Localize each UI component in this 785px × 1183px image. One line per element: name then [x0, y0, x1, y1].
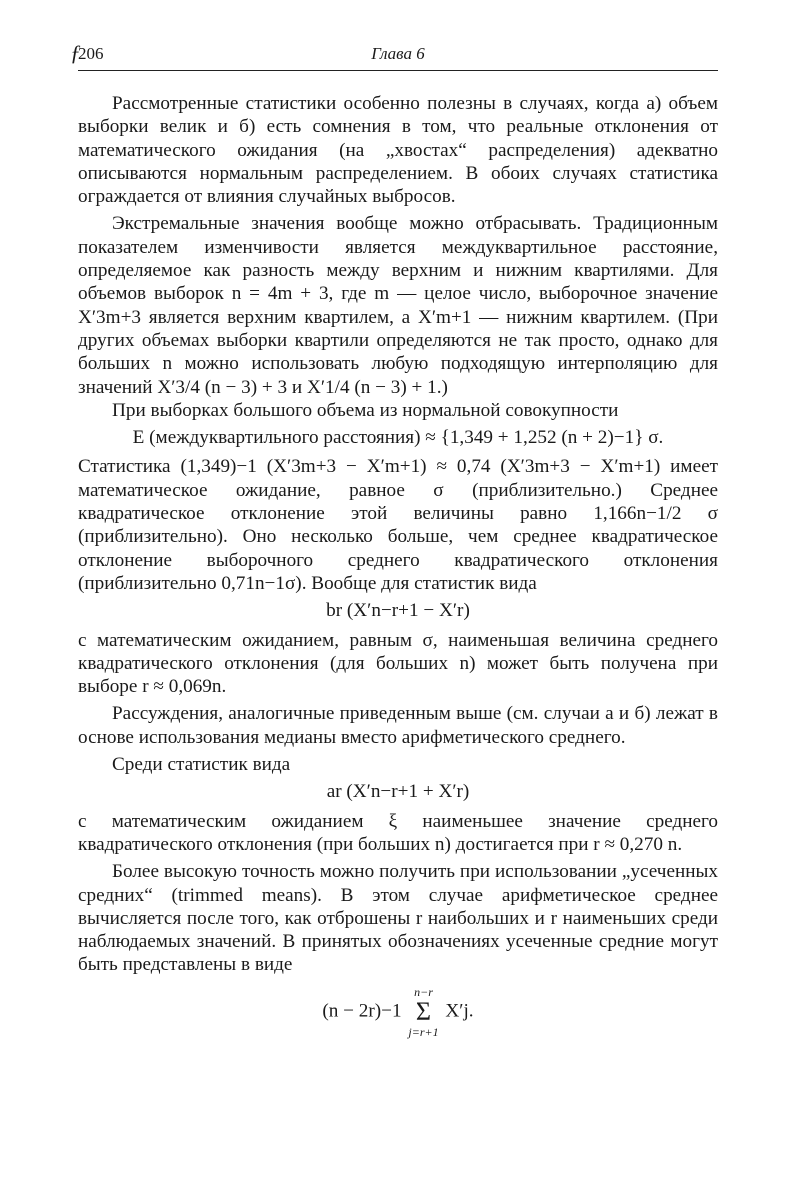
paragraph-min-deviation: с математическим ожиданием, равным σ, наименьшая величина среднего квадратического отклонения (для больших n) может быть получена при выборе r ≈ 0,069n. — [78, 629, 718, 698]
sigma-symbol: Σ — [415, 996, 432, 1026]
running-header — [70, 40, 718, 68]
paragraph-large-samples: При выборках большого объема из нормальной совокупности — [112, 399, 619, 421]
chapter-title: Глава 6 — [371, 44, 425, 63]
page-body — [78, 92, 718, 1045]
page-number: 206 — [78, 44, 104, 63]
paragraph-interquartile: Экстремальные значения вообще можно отбрасывать. Традиционным показателем изменчивости является междуквартильное расстояние, определяемое как разность между верхним и нижним квартилями. Для объемов выборок n = 4m + 3, где m — целое число, выборочное значение X′3m+3 является верхним квартилем, а X′m+1 — нижним квартилем. (При других объемах выборки квартили определяются не так просто, однако для больших n можно использовать любую подходящую интерполяцию для значений X′3/4 (n − 3) + 3 и X′1/4 (n − 3) + 1.) — [78, 213, 718, 398]
formula-b-statistic: br (X′n−r+1 − X′r) — [326, 600, 470, 622]
formula-term: X′j. — [445, 1000, 474, 1022]
ink-mark-icon: ƒ — [70, 40, 81, 65]
formula-a-statistic: ar (X′n−r+1 + X′r) — [326, 781, 470, 803]
summation — [408, 985, 438, 1039]
paragraph-statistic: Статистика (1,349)−1 (X′3m+3 − X′m+1) ≈ 0,74 (X′3m+3 − X′m+1) имеет математическое ожидание, равное σ (приблизительно.) Среднее квадратическое отклонение этой величины равно 1,166n−1/2 σ (приблизительно). Оно несколько больше, чем среднее квадратическое отклонение выборочного среднего квадратического отклонения (приблизительно 0,71n−1σ). Вообще для статистик вида — [78, 456, 718, 594]
paragraph-expectation-xi: с математическим ожиданием ξ наименьшее значение среднего квадратического отклонения (при больших n) достигается при r ≈ 0,270 n. — [78, 810, 718, 855]
sum-lower-limit: j=r+1 — [408, 1024, 439, 1039]
header-rule — [78, 70, 718, 71]
formula-left: (n − 2r)−1 — [322, 1000, 402, 1022]
paragraph-median-reasoning: Рассуждения, аналогичные приведенным выше (см. случаи а и б) лежат в основе использования медианы вместо арифметического среднего. — [78, 703, 718, 748]
paragraph-robust-use: Рассмотренные статистики особенно полезны в случаях, когда а) объем выборки велик и б) есть сомнения в том, что реальные отклонения от математического ожидания (на „хвостах“ распределения) адекватно описываются нормальным распределением. В обоих случаях статистика ограждается от влияния случайных выбросов. — [78, 93, 718, 208]
formula-expected-iqr: E (междуквартильного расстояния) ≈ {1,349 + 1,252 (n + 2)−1} σ. — [132, 427, 664, 449]
paragraph-trimmed-means: Более высокую точность можно получить при использовании „усеченных средних“ (trimmed means). В этом случае арифметическое среднее вычисляется после того, как отброшены r наибольших и r наименьших среди наблюдаемых значений. В принятых обозначениях усеченные средние могут быть представлены в виде — [78, 861, 718, 976]
paragraph-among-statistics: Среди статистик вида — [112, 754, 291, 776]
sum-upper-limit: n−r — [414, 984, 433, 999]
formula-trimmed-mean — [78, 985, 718, 1039]
